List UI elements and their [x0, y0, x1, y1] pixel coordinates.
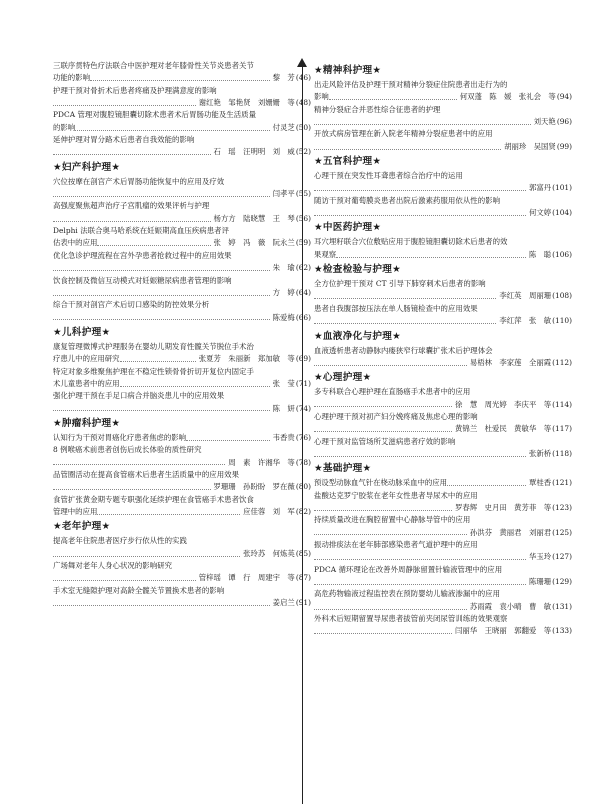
toc-entry: [53, 109, 311, 134]
toc-entry-page: (125): [552, 527, 572, 537]
toc-entry-page: (78): [295, 457, 311, 467]
toc-entry-authors: 黎 芳: [272, 73, 295, 83]
toc-entry: [314, 588, 572, 613]
section-heading: ★心理护理★: [314, 372, 372, 384]
dot-leader: [329, 91, 457, 100]
toc-entry-authors: 苏雨霞 袁小晴 曹 敏: [469, 601, 552, 611]
toc-entry-author-row: [53, 237, 311, 249]
toc-entry: [314, 236, 572, 261]
toc-entry-title-line: 估表中的应用: [53, 238, 98, 248]
dot-leader: [53, 481, 211, 490]
toc-entry-author-row: [314, 448, 572, 460]
dot-leader: [97, 237, 210, 246]
toc-entry-authors: 李红萍 张 敏: [499, 316, 552, 326]
toc-entry: [53, 85, 311, 110]
dot-leader: [314, 625, 452, 634]
toc-entry-title-line: 管理中的应用: [53, 507, 98, 516]
toc-entry-title-line: 高危药物输液过程监控表在预防婴幼儿输液渗漏中的应用: [314, 589, 501, 599]
toc-entry: [53, 299, 311, 324]
toc-entry-author-row: [53, 572, 311, 584]
dot-leader: [53, 262, 270, 271]
column-divider: [302, 66, 303, 804]
section-heading: ★血液净化与护理★: [314, 330, 402, 342]
toc-entry-author-row: [53, 287, 311, 299]
toc-entry-authors: 华玉玲: [528, 552, 552, 562]
toc-entry: [314, 613, 572, 638]
toc-entry-page: (82): [295, 507, 311, 516]
toc-entry-author-row: [53, 378, 311, 390]
toc-entry-author-row: [53, 122, 311, 134]
toc-entry-authors: 张 莹: [272, 378, 295, 388]
section-heading: ★老年护理★: [53, 521, 111, 533]
dot-leader: [314, 207, 526, 216]
dot-leader: [314, 551, 526, 560]
toc-entry-authors: 付灵芝: [272, 122, 295, 132]
toc-entry-page: (114): [552, 399, 572, 409]
toc-entry: [314, 436, 572, 461]
section-heading: ★妇产科护理★: [53, 161, 121, 173]
dot-leader: [53, 213, 211, 222]
toc-entry-title-line: 术儿童患者中的应用: [53, 378, 120, 388]
toc-entry-title-line: 盐酸达克罗宁胶浆在老年女性患者导尿术中的应用: [314, 490, 478, 500]
toc-entry-authors: 闫丽华 王晓丽 郭翻爱 等: [455, 626, 552, 636]
toc-entry-authors: 覃桂香: [528, 478, 552, 488]
toc-entry-authors: 陈珊珊: [528, 577, 552, 586]
dot-leader: [120, 378, 270, 387]
toc-entry-authors: 李红英 周丽珊: [499, 291, 552, 301]
toc-entry-title-line: 护理干预对骨折术后患者疼痛及护理满意度的影响: [53, 85, 217, 95]
dot-leader: [53, 597, 270, 606]
toc-entry-authors: 孙洪芬 黄丽君 刘丽君: [469, 527, 552, 537]
toc-entry-title-line: 影响: [314, 92, 329, 102]
toc-entry-title-line: 综合干预对剖宫产术后切口感染的防控效果分析: [53, 300, 210, 310]
toc-entry-authors: 谢红艳 邹艳贤 刘姗姗 等: [198, 98, 295, 108]
toc-entry: [314, 477, 572, 489]
toc-entry-authors: 闫孝平: [272, 189, 295, 199]
toc-entry: [53, 390, 311, 415]
toc-entry: [314, 490, 572, 515]
toc-entry-page: (85): [295, 548, 311, 558]
toc-entry: [53, 275, 311, 300]
toc-entry-page: (123): [552, 502, 572, 512]
toc-entry-authors: 张新桥: [528, 448, 552, 458]
toc-entry-page: (112): [552, 357, 572, 367]
dot-leader: [314, 576, 526, 585]
toc-entry-page: (56): [295, 213, 311, 223]
toc-entry: [53, 494, 311, 519]
toc-entry-author-row: [314, 423, 572, 435]
toc-entry-author-row: [314, 116, 572, 128]
toc-entry-page: (131): [552, 601, 572, 611]
toc-entry-authors: 管梓瑶 谭 行 周建宇 等: [198, 573, 295, 583]
toc-entry: [314, 564, 572, 589]
toc-entry-author-row: [53, 213, 311, 225]
dot-leader: [314, 290, 496, 299]
toc-entry-authors: 罗珊珊 孙盼盼 罗在薇: [213, 482, 295, 492]
dot-leader: [53, 97, 196, 106]
toc-entry: [314, 195, 572, 220]
toc-entry: [53, 469, 311, 494]
toc-entry-authors: 陈 妍: [272, 403, 295, 413]
toc-entry-page: (74): [295, 403, 311, 413]
toc-entry: [314, 79, 572, 104]
toc-entry: [53, 176, 311, 201]
toc-entry-authors: 罗春辉 史月田 黄芳菲 等: [455, 502, 552, 512]
toc-entry-title-line: 品管圈活动在提高食管癌术后患者生活质量中的应用效果: [53, 469, 240, 479]
toc-entry-authors: 胡丽珍 吴国贤: [504, 141, 556, 151]
toc-entry-title-line: 手术室无缝隙护理对高龄全髋关节置换术患者的影响: [53, 585, 225, 595]
toc-entry-author-row: [53, 188, 311, 200]
toc-entry-author-row: [53, 548, 311, 560]
section-heading: ★儿科护理★: [53, 326, 111, 338]
toc-entry-page: (76): [295, 432, 311, 442]
toc-entry-title-line: 功能的影响: [53, 73, 90, 83]
toc-entry: [314, 539, 572, 564]
toc-entry: [53, 432, 311, 444]
dot-leader: [314, 502, 452, 511]
toc-entry-author-row: [53, 481, 311, 493]
toc-entry-title-line: PDCA 管理对腹腔镜胆囊切除术患者术后胃肠功能及生活质量: [53, 110, 257, 120]
dot-leader: [314, 601, 467, 610]
toc-column-right: [314, 62, 572, 638]
toc-entry-page: (121): [552, 478, 572, 488]
toc-entry-title-line: 提高老年住院患者医疗步行依从性的实践: [53, 536, 187, 546]
toc-entry-page: (71): [295, 378, 311, 388]
toc-entry-author-row: [314, 141, 572, 153]
toc-entry: [53, 60, 311, 85]
toc-entry-title-line: 穴位按摩在剖宫产术后胃肠功能恢复中的应用及疗效: [53, 176, 225, 186]
toc-entry-title-line: 强化护理干预在手足口病合并脑炎患儿中的应用效果: [53, 391, 225, 401]
toc-entry: [314, 170, 572, 195]
toc-entry-page: (91): [295, 598, 311, 608]
toc-entry-title-line: 高强度聚焦超声治疗子宫肌瘤的效果评析与护理: [53, 201, 210, 211]
toc-entry: [314, 411, 572, 436]
dot-leader: [314, 315, 496, 324]
toc-entry-page: (62): [295, 263, 311, 273]
toc-entry: [314, 278, 572, 303]
toc-entry-title-line: 疗患儿中的应用研究: [53, 354, 120, 364]
toc-entry-author-row: [53, 353, 311, 365]
section-heading: ★肿瘤科护理★: [53, 417, 121, 429]
dot-leader: [75, 122, 269, 131]
toc-entry-authors: 姜启兰: [272, 598, 295, 608]
toc-entry-page: (50): [295, 122, 311, 132]
dot-leader: [314, 141, 501, 150]
dot-leader: [336, 249, 526, 258]
toc-entry-page: (52): [295, 147, 311, 157]
toc-entry-title-line: 患者自我腹部按压法在单人肠镜检查中的应用效果: [314, 303, 478, 313]
dot-leader: [53, 403, 270, 412]
toc-entry-page: (94): [556, 92, 572, 102]
toc-entry-authors: 何双蓬 陈 媛 张礼会 等: [459, 92, 556, 102]
dot-leader: [53, 146, 211, 155]
toc-entry-author-row: [314, 357, 572, 369]
toc-entry-author-row: [53, 146, 311, 158]
section-heading: ★五官科护理★: [314, 156, 382, 168]
toc-entry-page: (110): [552, 316, 572, 326]
toc-entry-title-line: 果观察: [314, 249, 337, 259]
toc-entry-title-line: 耳穴埋籽联合穴位敷贴应用于腹腔镜胆囊切除术后患者的效: [314, 237, 508, 247]
dot-leader: [53, 188, 270, 197]
toc-entry-authors: 石 瑶 汪明明 刘 威: [213, 147, 295, 157]
dot-leader: [314, 423, 452, 432]
toc-entry-authors: 张 婷 冯 薇 阮永兰: [213, 238, 295, 248]
dot-leader: [97, 506, 240, 515]
toc-entry: [314, 386, 572, 411]
toc-entry-title-line: 血液透析患者动静脉内瘘狭窄行球囊扩张术后护理体会: [314, 345, 493, 355]
toc-entry-title-line: 康复管理微博式护理服务在婴幼儿期发育性髋关节脱位手术治: [53, 341, 254, 351]
toc-entry-page: (69): [295, 354, 311, 364]
toc-entry-author-row: [53, 312, 311, 324]
toc-entry-authors: 陈 聪: [528, 249, 552, 259]
toc-entry-author-row: [314, 315, 572, 327]
toc-entry-page: (99): [556, 141, 572, 151]
dot-leader: [314, 448, 526, 457]
toc-entry-page: (108): [552, 291, 572, 301]
toc-entry-title-line: 随访干预对葡萄膜炎患者出院后激素药服用依从性的影响: [314, 195, 501, 205]
toc-entry-authors: 何文婷: [528, 208, 552, 218]
toc-entry-author-row: [314, 290, 572, 302]
toc-entry: [53, 200, 311, 225]
toc-entry-title-line: 心理干预对监管场所艾滋病患者疗效的影响: [314, 436, 456, 446]
toc-entry-page: (106): [552, 249, 572, 259]
toc-entry-title-line: 预设型动脉血气针在桡动脉采血中的应用: [314, 478, 448, 488]
section-heading: ★精神科护理★: [314, 65, 382, 76]
toc-entry-title-line: 出走风险评估及护理干预对精神分裂症住院患者出走行为的: [314, 80, 508, 89]
toc-entry-title-line: 延伸护理对胃分路术后患者自我效能的影响: [53, 135, 195, 145]
toc-entry-authors: 陈爱梅: [272, 312, 295, 322]
dot-leader: [314, 182, 526, 191]
toc-entry-title-line: 心理干预在突发性耳聋患者综合治疗中的运用: [314, 171, 463, 181]
toc-entry-author-row: [53, 403, 311, 415]
toc-entry-page: (59): [295, 238, 311, 248]
toc-entry: [314, 345, 572, 370]
toc-entry-title-line: 全方位护理干预对 CT 引导下肺穿刺术后患者的影响: [314, 279, 486, 289]
toc-entry-authors: 易梧林 李家莲 全丽霞: [469, 357, 552, 367]
toc-entry-author-row: [314, 625, 572, 637]
toc-entry-author-row: [53, 72, 311, 84]
dot-leader: [90, 72, 270, 81]
toc-entry-title-line: 三联序贯特色疗法联合中医护理对老年膝骨性关节炎患者关节: [53, 61, 254, 70]
toc-entry-title-line: 振动排痰法在老年肺部感染患者气道护理中的应用: [314, 539, 478, 549]
toc-entry: [53, 585, 311, 610]
toc-entry-page: (104): [552, 208, 572, 218]
toc-entry-author-row: [314, 527, 572, 539]
toc-entry-title-row: [53, 432, 311, 444]
toc-entry-authors: 朱 瑜: [272, 263, 295, 273]
dot-leader: [314, 399, 452, 408]
dot-leader: [314, 116, 531, 125]
toc-entry-page: (129): [552, 577, 572, 586]
section-heading: ★检查检验与护理★: [314, 264, 402, 276]
toc-entry-page: (66): [295, 312, 311, 322]
toc-entry-authors: 周 素 许湘华 等: [228, 457, 295, 467]
toc-entry-author-row: [53, 97, 311, 109]
toc-entry-authors: 韦香贵: [272, 432, 295, 442]
toc-entry-author-row: [314, 502, 572, 514]
toc-entry-title-line: 外科术后短期留置导尿患者拔管前夹闭尿管训练的效果观察: [314, 614, 508, 624]
dot-leader: [447, 477, 526, 486]
dot-leader: [53, 457, 225, 466]
toc-entry-page: (101): [552, 183, 572, 193]
toc-entry-title-line: 饮食控制及微信互动模式对妊娠糖尿病患者管理的影响: [53, 275, 232, 285]
toc-entry-author-row: [53, 262, 311, 274]
toc-entry-authors: 方 婷: [272, 287, 295, 297]
toc-entry-author-row: [314, 182, 572, 194]
toc-entry-title-row: [314, 477, 572, 489]
toc-entry-authors: 杨方方 陆晓慧 王 琴: [213, 213, 295, 223]
toc-entry: [53, 366, 311, 391]
dot-leader: [314, 527, 467, 536]
section-heading: ★中医药护理★: [314, 222, 382, 234]
toc-entry-author-row: [53, 597, 311, 609]
toc-entry-page: (118): [552, 448, 572, 458]
toc-entry-authors: 郭富丹: [528, 183, 552, 193]
toc-entry-page: (64): [295, 287, 311, 297]
toc-entry-title-line: 优化急诊护理流程在宫外孕患者抢救过程中的应用效果: [53, 250, 232, 260]
toc-entry-author-row: [53, 457, 311, 469]
toc-entry-authors: 刘天艳: [533, 117, 556, 127]
toc-entry-title-line: 的影响: [53, 122, 76, 132]
toc-entry-page: (46): [295, 73, 311, 83]
dot-leader: [120, 353, 196, 362]
toc-entry-author-row: [314, 249, 572, 261]
toc-entry-title-line: 食管扩张黄金期专题专职强化延续护理在食管癌手术患者饮食: [53, 494, 254, 504]
dot-leader: [53, 312, 270, 321]
dot-leader: [186, 432, 270, 441]
toc-entry: [53, 535, 311, 560]
toc-entry-author-row: [53, 506, 311, 518]
toc-entry-author-row: [314, 207, 572, 219]
toc-entry-title-line: 持续质量改进在胸腔留置中心静脉导管中的应用: [314, 515, 471, 525]
toc-entry-page: (80): [295, 482, 311, 492]
toc-entry-page: (48): [295, 98, 311, 108]
toc-entry-authors: 应佳蓉 刘 军: [243, 507, 295, 516]
toc-entry-page: (133): [552, 626, 572, 636]
toc-entry: [53, 250, 311, 275]
toc-entry-title-line: 心理护理干预对初产妇分娩疼痛及焦虑心理的影响: [314, 411, 478, 421]
toc-entry-page: (96): [556, 117, 572, 127]
toc-entry-title-line: 多专科联合心理护理在直肠癌手术患者中的应用: [314, 387, 471, 397]
toc-entry-author-row: [314, 601, 572, 613]
toc-entry: [53, 134, 311, 159]
toc-entry-title-line: 广场舞对老年人身心状况的影响研究: [53, 561, 173, 571]
toc-entry: [53, 341, 311, 366]
toc-entry-page: (87): [295, 573, 311, 583]
toc-entry-title-line: Delphi 法联合奥马哈系统在妊娠期高血压疾病患者评: [53, 226, 230, 236]
toc-entry-title-line: 开放式病房管理在新入院老年精神分裂症患者中的应用: [314, 129, 493, 139]
dot-leader: [314, 357, 467, 366]
toc-entry-title-line: 特定对象多维聚焦护理在不稳定性锁骨骨折切开复位内固定手: [53, 366, 254, 376]
toc-entry: [314, 128, 572, 153]
toc-entry-title-line: 精神分裂症合并恶性综合征患者的护理: [314, 104, 441, 114]
dot-leader: [53, 287, 270, 296]
section-heading: ★基础护理★: [314, 463, 372, 475]
toc-entry: [53, 560, 311, 585]
toc-entry-page: (55): [295, 189, 311, 199]
toc-entry-author-row: [314, 399, 572, 411]
toc-entry-title-line: 8 例喉癌术前患者创伤后成长体验的质性研究: [53, 445, 202, 455]
toc-entry-author-row: [314, 576, 572, 588]
toc-entry: [53, 225, 311, 250]
toc-entry: [314, 514, 572, 539]
toc-entry-title-line: PDCA 循环理论在改善外周静脉留置针输液管理中的应用: [314, 564, 503, 574]
toc-entry-authors: 张玲苏 何炼英: [243, 548, 295, 558]
toc-entry-title-line: 认知行为干预对胃癌化疗患者焦虑的影响: [53, 432, 187, 442]
toc-entry: [53, 444, 311, 469]
toc-column-left: [53, 60, 311, 609]
dot-leader: [53, 548, 240, 557]
toc-entry-page: (127): [552, 552, 572, 562]
toc-entry-author-row: [314, 91, 572, 103]
toc-entry-authors: 张夏芳 朱丽新 郑加敏 等: [198, 354, 295, 364]
dot-leader: [53, 572, 196, 581]
toc-entry-authors: 黄锦兰 杜爱民 黄敏华 等: [455, 424, 552, 434]
toc-entry: [314, 303, 572, 328]
toc-entry-authors: 徐 慧 周光婷 李庆平 等: [455, 399, 552, 409]
toc-entry-page: (117): [552, 424, 572, 434]
toc-entry-author-row: [314, 551, 572, 563]
toc-entry: [314, 104, 572, 129]
